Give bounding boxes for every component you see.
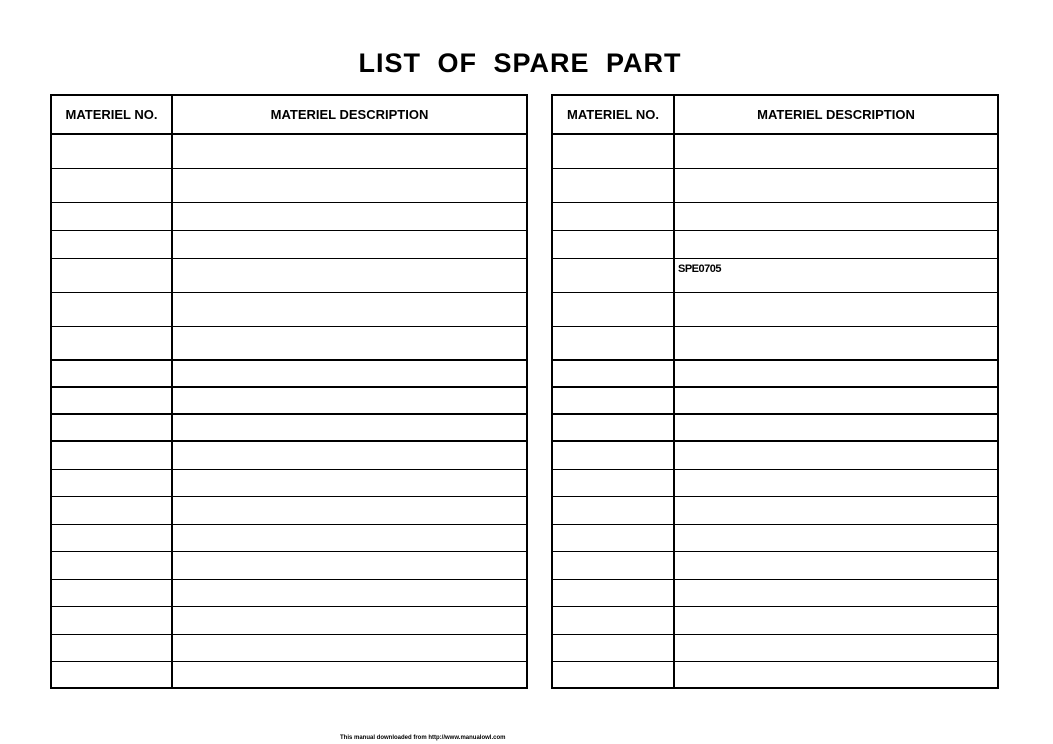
table-row: [552, 551, 998, 579]
materiel-no-cell: [552, 661, 674, 688]
materiel-no-cell: [552, 326, 674, 360]
materiel-no-cell: [552, 414, 674, 441]
table-row: [51, 134, 527, 168]
materiel-description-cell: [172, 551, 527, 579]
table-row: [552, 134, 998, 168]
materiel-description-cell: [172, 326, 527, 360]
materiel-no-cell: [51, 414, 172, 441]
materiel-description-cell: [674, 661, 998, 688]
materiel-description-cell: [674, 579, 998, 606]
materiel-no-cell: [51, 360, 172, 387]
materiel-description-cell: [674, 524, 998, 551]
table-row: [51, 634, 527, 661]
table-row: [51, 469, 527, 496]
materiel-description-cell: [674, 469, 998, 496]
column-header-materiel-description: MATERIEL DESCRIPTION: [674, 95, 998, 134]
materiel-no-cell: [51, 496, 172, 524]
column-header-materiel-no: MATERIEL NO.: [51, 95, 172, 134]
table-row: [51, 326, 527, 360]
table-row: [552, 524, 998, 551]
materiel-description-cell: [172, 202, 527, 230]
materiel-description-cell: [674, 414, 998, 441]
table-row: [51, 168, 527, 202]
table-row: [552, 634, 998, 661]
materiel-no-cell: [51, 551, 172, 579]
table-row: [51, 441, 527, 469]
materiel-description-cell: [172, 230, 527, 258]
materiel-no-cell: [552, 230, 674, 258]
materiel-description-cell: [674, 360, 998, 387]
materiel-description-cell: [172, 168, 527, 202]
materiel-no-cell: [552, 258, 674, 292]
materiel-description-cell: [674, 606, 998, 634]
table-row: [51, 551, 527, 579]
table-row: [51, 496, 527, 524]
materiel-no-cell: [51, 634, 172, 661]
materiel-no-cell: [552, 202, 674, 230]
materiel-description-cell: [172, 661, 527, 688]
materiel-description-cell: [674, 387, 998, 414]
materiel-no-cell: [552, 441, 674, 469]
materiel-description-cell: [172, 414, 527, 441]
table-row: [552, 202, 998, 230]
table-row: [51, 292, 527, 326]
materiel-no-cell: [51, 258, 172, 292]
materiel-description-cell: [674, 134, 998, 168]
spare-part-table-right: [551, 94, 999, 689]
materiel-description-cell: [674, 326, 998, 360]
table-row: [552, 496, 998, 524]
materiel-no-cell: [51, 441, 172, 469]
materiel-no-cell: [51, 292, 172, 326]
table-row: [552, 258, 998, 292]
table-row: [51, 360, 527, 387]
materiel-description-cell: [172, 524, 527, 551]
materiel-description-cell: [674, 292, 998, 326]
materiel-no-cell: [51, 202, 172, 230]
table-row: [51, 230, 527, 258]
table-row: [552, 168, 998, 202]
materiel-no-cell: [552, 292, 674, 326]
materiel-description-cell: [674, 551, 998, 579]
table-header-row: [51, 95, 527, 134]
table-row: [51, 524, 527, 551]
table-row: [552, 661, 998, 688]
column-header-materiel-description: MATERIEL DESCRIPTION: [172, 95, 527, 134]
materiel-description-cell: [172, 496, 527, 524]
table-row: [552, 292, 998, 326]
materiel-no-cell: [552, 360, 674, 387]
materiel-no-cell: [552, 387, 674, 414]
materiel-no-cell: [552, 168, 674, 202]
materiel-no-cell: [552, 634, 674, 661]
table-row: [552, 579, 998, 606]
materiel-description-cell: [674, 496, 998, 524]
materiel-description-text: SPE0705: [678, 263, 721, 275]
materiel-no-cell: [51, 661, 172, 688]
materiel-no-cell: [552, 496, 674, 524]
materiel-description-cell: [172, 634, 527, 661]
table-row: [552, 414, 998, 441]
materiel-no-cell: [552, 134, 674, 168]
table-row: [51, 579, 527, 606]
materiel-no-cell: [51, 469, 172, 496]
table-row: [552, 469, 998, 496]
table-row: [51, 606, 527, 634]
spare-part-table-left: [50, 94, 528, 689]
materiel-no-cell: [552, 524, 674, 551]
materiel-description-cell: [172, 292, 527, 326]
materiel-no-cell: [552, 606, 674, 634]
materiel-description-cell: [172, 441, 527, 469]
table-row: [51, 258, 527, 292]
materiel-no-cell: [51, 387, 172, 414]
column-header-materiel-no: MATERIEL NO.: [552, 95, 674, 134]
materiel-description-cell: [172, 579, 527, 606]
materiel-description-cell: [674, 168, 998, 202]
materiel-no-cell: [51, 230, 172, 258]
materiel-no-cell: [51, 606, 172, 634]
materiel-description-cell: [172, 387, 527, 414]
materiel-description-cell: [674, 202, 998, 230]
table-row: [51, 387, 527, 414]
table-header-row: [552, 95, 998, 134]
materiel-no-cell: [51, 579, 172, 606]
table-row: [552, 230, 998, 258]
materiel-description-cell: [172, 134, 527, 168]
materiel-description-cell: [674, 441, 998, 469]
table-row: [552, 387, 998, 414]
table-row: [552, 326, 998, 360]
materiel-description-cell: [172, 606, 527, 634]
table-row: [552, 360, 998, 387]
materiel-description-cell: [674, 258, 998, 292]
materiel-description-cell: [172, 360, 527, 387]
table-row: [51, 661, 527, 688]
materiel-no-cell: [51, 326, 172, 360]
table-row: [552, 441, 998, 469]
page-title: LIST OF SPARE PART: [358, 48, 682, 78]
table-row: [51, 414, 527, 441]
table-row: [552, 606, 998, 634]
materiel-no-cell: [552, 551, 674, 579]
table-row: [51, 202, 527, 230]
footer-source-note: This manual downloaded from http://www.manualowl.com: [340, 735, 506, 741]
materiel-description-cell: [674, 634, 998, 661]
materiel-no-cell: [552, 469, 674, 496]
materiel-description-cell: [674, 230, 998, 258]
materiel-no-cell: [51, 168, 172, 202]
materiel-no-cell: [51, 134, 172, 168]
materiel-description-cell: [172, 469, 527, 496]
materiel-no-cell: [552, 579, 674, 606]
materiel-description-cell: [172, 258, 527, 292]
materiel-no-cell: [51, 524, 172, 551]
